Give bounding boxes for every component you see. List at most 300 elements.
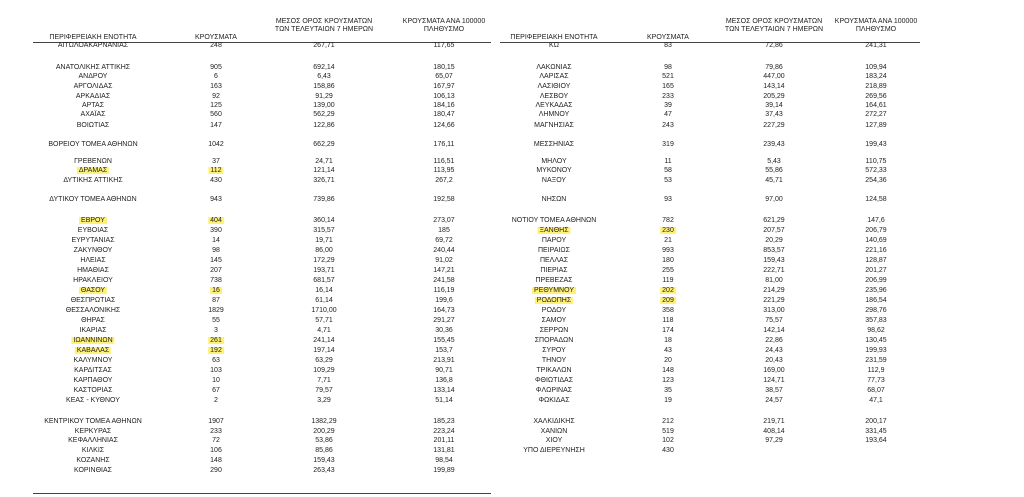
left-row-cases <box>212 386 220 395</box>
left-row-per <box>433 110 454 119</box>
left-row-name <box>74 356 113 365</box>
left-row-avg <box>313 176 334 185</box>
left-row-cases <box>210 121 222 130</box>
right-row-per <box>865 140 886 149</box>
left-cell-cases: 37 <box>212 158 220 165</box>
right-row-cases <box>662 256 674 265</box>
left-row-cases <box>212 157 220 166</box>
right-row-cases <box>662 427 674 436</box>
left-row-per <box>433 266 454 275</box>
left-row-per <box>433 386 454 395</box>
left-cell-per: 223,24 <box>433 428 455 435</box>
right-cell-avg: 853,57 <box>763 247 785 254</box>
right-row-per <box>865 316 886 325</box>
left-row-cases <box>208 216 224 225</box>
left-row-cases <box>212 376 220 385</box>
right-row-name <box>541 427 568 436</box>
left-row-avg <box>317 72 331 81</box>
left-cell-per: 267,2 <box>435 177 453 184</box>
right-cell-avg: 214,29 <box>763 287 785 294</box>
right-row-per <box>865 195 886 204</box>
left-row-per <box>435 176 453 185</box>
right-cell-per: 112,9 <box>867 367 885 374</box>
left-cell-avg: 86,00 <box>315 247 333 254</box>
left-row-per <box>435 72 453 81</box>
right-row-name <box>537 226 570 235</box>
right-row-per <box>865 176 886 185</box>
right-row-per <box>865 110 886 119</box>
right-cell-cases: 11 <box>664 158 672 165</box>
left-row-name <box>73 276 113 285</box>
left-cell-cases: 72 <box>212 437 220 444</box>
left-cell-avg: 562,29 <box>313 111 335 118</box>
left-row-avg <box>313 276 334 285</box>
right-row-per <box>865 346 886 355</box>
right-cell-avg: 124,71 <box>763 377 785 384</box>
right-row-avg <box>765 336 783 345</box>
right-cell-name: ΝΗΣΩΝ <box>541 196 567 203</box>
right-row-avg <box>763 82 784 91</box>
right-row-cases <box>662 306 674 315</box>
left-row-cases <box>214 396 218 405</box>
right-cell-avg: 97,29 <box>765 437 783 444</box>
left-row-name <box>75 427 112 436</box>
right-cell-per: 331,45 <box>865 428 887 435</box>
left-row-avg <box>313 41 334 50</box>
right-row-avg <box>763 306 784 315</box>
left-cell-cases: 106 <box>210 447 222 454</box>
right-row-name <box>512 216 597 225</box>
left-cell-name: ΘΕΣΣΑΛΟΝΙΚΗΣ <box>65 307 121 314</box>
right-cell-per: 109,94 <box>865 64 887 71</box>
left-cell-avg: 57,71 <box>315 317 333 324</box>
right-row-avg <box>763 427 784 436</box>
left-cell-per: 124,66 <box>433 122 455 129</box>
right-row-avg <box>763 326 784 335</box>
right-row-avg <box>763 226 784 235</box>
left-cell-name: ΑΙΤΩΛΟΑΚΑΡΝΑΝΙΑΣ <box>57 42 129 49</box>
left-cell-avg: 241,14 <box>313 337 335 344</box>
left-row-cases <box>210 101 222 110</box>
right-row-cases <box>662 326 674 335</box>
right-row-per <box>865 266 886 275</box>
right-row-name <box>538 246 570 255</box>
left-cell-name: ΗΛΕΙΑΣ <box>80 257 106 264</box>
left-cell-per: 180,47 <box>433 111 455 118</box>
right-cell-avg: 143,14 <box>763 83 785 90</box>
right-cell-per: 124,58 <box>865 196 887 203</box>
left-cell-avg: 24,71 <box>315 158 333 165</box>
left-row-cases <box>210 366 222 375</box>
right-cell-cases: 358 <box>662 307 674 314</box>
left-row-cases <box>208 417 224 426</box>
left-cell-name: ΙΚΑΡΙΑΣ <box>79 327 107 334</box>
left-cell-avg: 662,29 <box>313 141 335 148</box>
left-cell-avg: 200,29 <box>313 428 335 435</box>
right-row-name <box>539 110 570 119</box>
right-row-avg <box>763 296 784 305</box>
right-cell-cases: 993 <box>662 247 674 254</box>
left-cell-avg: 315,57 <box>313 227 335 234</box>
left-row-cases <box>208 166 223 175</box>
right-cell-name: ΛΑΣΙΘΙΟΥ <box>537 83 571 90</box>
left-cell-per: 155,45 <box>433 337 455 344</box>
left-row-cases <box>210 456 222 465</box>
right-row-name <box>542 195 567 204</box>
right-row-name <box>535 336 574 345</box>
left-row-name <box>58 41 128 50</box>
right-cell-cases: 19 <box>664 397 672 404</box>
right-cell-per: 140,69 <box>865 237 887 244</box>
right-row-avg <box>765 316 783 325</box>
left-row-cases <box>210 110 222 119</box>
left-row-cases <box>210 256 222 265</box>
left-cell-name: ΗΡΑΚΛΕΙΟΥ <box>73 277 113 284</box>
right-row-name <box>540 266 567 275</box>
left-row-cases <box>214 72 218 81</box>
left-row-name <box>74 246 113 255</box>
left-cell-cases: 98 <box>212 247 220 254</box>
left-row-cases <box>212 236 220 245</box>
left-row-cases <box>210 63 222 72</box>
right-cell-name: ΠΕΛΛΑΣ <box>539 257 569 264</box>
right-cell-name: ΣΥΡΟΥ <box>542 347 566 354</box>
right-cell-per: 147,6 <box>867 217 885 224</box>
right-row-cases <box>660 226 676 235</box>
right-row-name <box>540 326 569 335</box>
left-cell-cases: 87 <box>212 297 220 304</box>
left-cell-name: ΔΡΑΜΑΣ <box>78 167 108 174</box>
left-row-per <box>434 41 455 50</box>
left-cell-avg: 19,71 <box>315 237 333 244</box>
left-row-cases <box>210 226 222 235</box>
right-row-avg <box>765 356 783 365</box>
left-cell-cases: 430 <box>210 177 222 184</box>
header-per100k-right: ΚΡΟΥΣΜΑΤΑ ΑΝΑ 100000 ΠΛΗΘΥΣΜΟ <box>834 18 918 33</box>
left-row-avg <box>313 266 334 275</box>
right-cell-avg: 159,43 <box>763 257 785 264</box>
left-row-name <box>79 286 107 295</box>
right-cell-name: ΤΡΙΚΑΛΩΝ <box>536 367 572 374</box>
left-cell-per: 90,71 <box>435 367 453 374</box>
left-row-avg <box>315 92 333 101</box>
left-row-per <box>433 63 454 72</box>
left-cell-avg: 91,29 <box>315 93 333 100</box>
left-row-avg <box>317 376 331 385</box>
left-cell-cases: 1042 <box>208 141 224 148</box>
left-cell-per: 213,91 <box>433 357 455 364</box>
right-cell-cases: 319 <box>662 141 674 148</box>
right-cell-per: 254,36 <box>865 177 887 184</box>
right-row-avg <box>765 176 783 185</box>
left-row-per <box>434 157 455 166</box>
right-cell-per: 47,1 <box>869 397 883 404</box>
right-row-cases <box>664 236 672 245</box>
left-row-avg <box>313 195 334 204</box>
right-cell-per: 98,62 <box>867 327 885 334</box>
right-cell-per: 199,43 <box>865 141 887 148</box>
right-cell-cases: 20 <box>664 357 672 364</box>
left-cell-name: ΗΜΑΘΙΑΣ <box>77 267 109 274</box>
left-cell-cases: 163 <box>210 83 222 90</box>
left-row-cases <box>210 266 222 275</box>
right-row-cases <box>662 82 674 91</box>
left-row-name <box>74 82 113 91</box>
left-cell-per: 117,65 <box>433 42 455 49</box>
right-row-avg <box>763 246 784 255</box>
right-cell-cases: 521 <box>662 73 674 80</box>
right-row-avg <box>765 276 783 285</box>
right-cell-per: 127,89 <box>865 122 887 129</box>
left-row-avg <box>313 256 334 265</box>
left-cell-cases: 2 <box>214 397 218 404</box>
right-row-per <box>867 216 885 225</box>
left-cell-per: 116,19 <box>433 287 455 294</box>
right-cell-name: ΛΑΚΩΝΙΑΣ <box>536 64 572 71</box>
right-cell-name: ΠΕΙΡΑΙΩΣ <box>538 247 570 254</box>
right-row-name <box>536 166 571 175</box>
left-cell-name: ΚΕΑΣ - ΚΥΘΝΟΥ <box>66 397 120 404</box>
left-row-per <box>433 316 454 325</box>
right-cell-cases: 18 <box>664 337 672 344</box>
left-cell-name: ΘΗΡΑΣ <box>81 317 105 324</box>
right-cell-avg: 37,43 <box>765 111 783 118</box>
right-row-avg <box>765 110 783 119</box>
right-row-avg <box>765 195 783 204</box>
left-cell-avg: 1382,29 <box>311 418 337 425</box>
right-row-name <box>534 140 574 149</box>
left-cell-name: ΚΕΝΤΡΙΚΟΥ ΤΟΜΕΑ ΑΘΗΝΩΝ <box>44 418 142 425</box>
right-cell-avg: 169,00 <box>763 367 785 374</box>
right-cell-avg: 447,00 <box>763 73 785 80</box>
left-cell-per: 185,23 <box>433 418 455 425</box>
left-cell-name: ΑΡΓΟΛΙΔΑΣ <box>73 83 113 90</box>
left-cell-cases: 67 <box>212 387 220 394</box>
left-row-name <box>82 101 104 110</box>
left-row-avg <box>317 396 331 405</box>
right-row-cases <box>662 446 674 455</box>
left-row-avg <box>315 296 333 305</box>
left-cell-avg: 63,29 <box>315 357 333 364</box>
left-cell-avg: 7,71 <box>317 377 331 384</box>
left-cell-name: ΔΥΤΙΚΗΣ ΑΤΤΙΚΗΣ <box>63 177 123 184</box>
left-row-name <box>44 417 142 426</box>
left-cell-avg: 85,86 <box>315 447 333 454</box>
right-cell-cases: 230 <box>662 227 674 234</box>
left-row-avg <box>315 316 333 325</box>
right-row-avg <box>763 417 784 426</box>
left-cell-cases: 125 <box>210 102 222 109</box>
left-row-name <box>68 436 118 445</box>
left-row-name <box>81 316 105 325</box>
right-row-cases <box>662 266 674 275</box>
right-row-per <box>865 41 886 50</box>
right-cell-avg: 20,43 <box>765 357 783 364</box>
left-row-name <box>81 110 106 119</box>
right-row-per <box>868 366 885 375</box>
right-cell-per: 269,56 <box>865 93 887 100</box>
left-row-name <box>71 236 114 245</box>
right-row-cases <box>664 101 672 110</box>
right-row-cases <box>664 157 671 166</box>
right-cell-per: 241,31 <box>865 42 887 49</box>
left-row-avg <box>313 216 334 225</box>
right-cell-avg: 81,00 <box>765 277 783 284</box>
left-cell-per: 164,73 <box>433 307 455 314</box>
right-row-cases <box>664 346 672 355</box>
right-cell-cases: 83 <box>664 42 672 49</box>
left-cell-cases: 55 <box>212 317 220 324</box>
left-row-per <box>433 246 454 255</box>
left-cell-per: 167,97 <box>433 83 455 90</box>
left-cell-cases: 261 <box>210 337 222 344</box>
left-cell-name: ΚΑΣΤΟΡΙΑΣ <box>73 387 113 394</box>
right-cell-per: 221,16 <box>865 247 887 254</box>
left-row-avg <box>315 436 333 445</box>
left-row-per <box>434 286 455 295</box>
right-row-avg <box>765 396 783 405</box>
right-row-per <box>867 376 885 385</box>
right-row-avg <box>763 216 784 225</box>
left-row-per <box>433 336 454 345</box>
left-row-per <box>433 195 454 204</box>
right-row-avg <box>765 386 783 395</box>
right-cell-cases: 233 <box>662 93 674 100</box>
left-cell-per: 201,11 <box>433 437 455 444</box>
left-cell-cases: 207 <box>210 267 222 274</box>
right-row-cases <box>662 216 674 225</box>
left-row-name <box>79 216 107 225</box>
right-row-avg <box>765 166 783 175</box>
right-cell-per: 357,83 <box>865 317 887 324</box>
right-cell-avg: 20,29 <box>765 237 783 244</box>
right-cell-per: 235,96 <box>865 287 887 294</box>
right-row-per <box>869 396 883 405</box>
right-row-name <box>542 316 567 325</box>
right-cell-cases: 58 <box>664 167 672 174</box>
right-row-per <box>865 101 886 110</box>
left-row-per <box>433 417 454 426</box>
right-cell-avg: 227,29 <box>763 122 785 129</box>
left-row-cases <box>210 286 222 295</box>
right-cell-cases: 119 <box>662 277 674 284</box>
right-row-per <box>865 236 886 245</box>
right-row-per <box>865 356 886 365</box>
header-avg7-right: ΜΕΣΟΣ ΟΡΟΣ ΚΡΟΥΣΜΑΤΩΝ ΤΩΝ ΤΕΛΕΥΤΑΙΩΝ 7 ΗΜΕΡΩΝ <box>724 18 824 33</box>
left-row-name <box>48 140 137 149</box>
right-row-cases <box>664 63 672 72</box>
right-row-name <box>535 101 572 110</box>
left-row-per <box>433 121 454 130</box>
right-row-name <box>532 286 576 295</box>
left-row-per <box>438 226 450 235</box>
right-row-per <box>866 157 887 166</box>
right-cell-per: 183,24 <box>865 73 887 80</box>
right-cell-per: 130,45 <box>865 337 887 344</box>
left-row-avg <box>313 346 334 355</box>
left-row-avg <box>315 236 333 245</box>
right-cell-name: ΣΑΜΟΥ <box>541 317 567 324</box>
right-cell-name: ΤΗΝΟΥ <box>541 357 567 364</box>
right-cell-name: ΧΙΟΥ <box>545 437 563 444</box>
left-cell-per: 184,16 <box>433 102 455 109</box>
right-cell-name: ΜΑΓΝΗΣΙΑΣ <box>534 122 574 129</box>
left-cell-name: ΑΡΚΑΔΙΑΣ <box>75 93 111 100</box>
right-row-avg <box>763 92 784 101</box>
left-row-cases <box>208 336 224 345</box>
left-cell-cases: 145 <box>210 257 222 264</box>
left-row-avg <box>311 306 336 315</box>
left-cell-name: ΒΟΡΕΙΟΥ ΤΟΜΕΑ ΑΘΗΝΩΝ <box>48 141 138 148</box>
left-row-name <box>82 446 104 455</box>
left-cell-cases: 3 <box>214 327 218 334</box>
right-cell-per: 218,89 <box>865 83 887 90</box>
left-cell-name: ΙΩΑΝΝΙΝΩΝ <box>73 337 113 344</box>
left-row-name <box>77 266 109 275</box>
right-cell-name: ΚΩ <box>549 42 559 49</box>
right-row-per <box>867 326 885 335</box>
left-cell-avg: 3,29 <box>317 397 331 404</box>
right-row-cases <box>664 396 672 405</box>
right-cell-name: ΦΛΩΡΙΝΑΣ <box>535 387 573 394</box>
right-row-per <box>865 226 886 235</box>
left-row-per <box>434 436 455 445</box>
right-row-avg <box>765 346 783 355</box>
left-cell-per: 136,8 <box>435 377 453 384</box>
right-cell-cases: 430 <box>662 447 674 454</box>
left-cell-avg: 16,14 <box>315 287 333 294</box>
right-cell-cases: 165 <box>662 83 674 90</box>
right-cell-cases: 47 <box>664 111 672 118</box>
left-cell-cases: 1907 <box>208 418 224 425</box>
right-cell-name: ΛΕΣΒΟΥ <box>539 93 569 100</box>
left-cell-per: 291,27 <box>433 317 455 324</box>
right-cell-avg: 222,71 <box>763 267 785 274</box>
right-row-avg <box>765 41 783 50</box>
left-cell-name: ΑΝΑΤΟΛΙΚΗΣ ΑΤΤΙΚΗΣ <box>55 64 131 71</box>
left-cell-name: ΚΑΡΔΙΤΣΑΣ <box>74 367 112 374</box>
left-row-per <box>435 396 453 405</box>
left-row-per <box>435 346 453 355</box>
left-cell-avg: 267,71 <box>313 42 335 49</box>
right-row-cases <box>664 356 672 365</box>
right-cell-per: 206,79 <box>865 227 887 234</box>
header-cases-right: ΚΡΟΥΣΜΑΤΑ <box>647 34 689 41</box>
left-row-avg <box>313 82 334 91</box>
left-cell-avg: 197,14 <box>313 347 335 354</box>
right-row-per <box>865 286 886 295</box>
left-cell-per: 199,6 <box>435 297 453 304</box>
header-region-left: ΠΕΡΙΦΕΡΕΙΑΚΗ ΕΝΟΤΗΤΑ <box>49 34 137 41</box>
right-cell-avg: 621,29 <box>763 217 785 224</box>
right-row-name <box>546 436 563 445</box>
left-row-name <box>56 63 130 72</box>
left-row-cases <box>210 466 222 475</box>
right-row-cases <box>662 276 673 285</box>
right-cell-avg: 24,57 <box>765 397 783 404</box>
right-row-per <box>865 121 886 130</box>
left-row-per <box>433 92 454 101</box>
right-cell-cases: 209 <box>662 297 674 304</box>
left-row-cases <box>208 346 224 355</box>
right-row-avg <box>763 140 784 149</box>
right-cell-avg: 75,57 <box>765 317 783 324</box>
right-cell-cases: 53 <box>664 177 672 184</box>
right-row-per <box>865 72 886 81</box>
left-cell-avg: 158,86 <box>313 83 335 90</box>
right-cell-avg: 22,86 <box>765 337 783 344</box>
right-cell-name: ΞΑΝΘΗΣ <box>539 227 569 234</box>
